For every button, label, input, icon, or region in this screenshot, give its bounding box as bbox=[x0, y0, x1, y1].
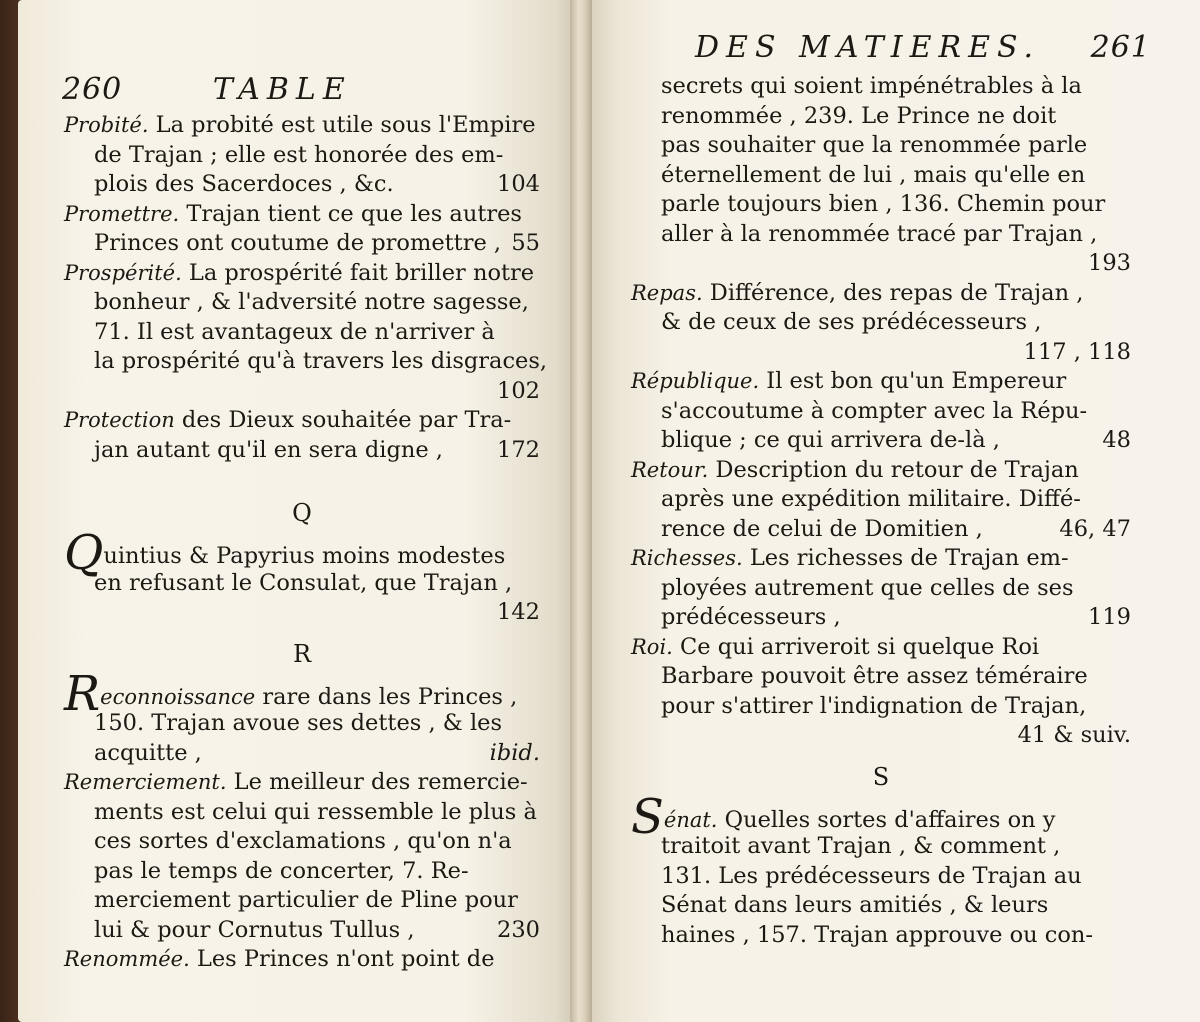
entry-text: rence de celui de Domitien , bbox=[661, 515, 983, 542]
entry-text: jan autant qu'il en sera digne , bbox=[94, 436, 443, 463]
entry-term: Protection bbox=[64, 408, 175, 432]
index-line bbox=[64, 665, 540, 722]
entry-text: ployées autrement que celles de ses bbox=[661, 574, 1074, 601]
entry-text: Le meilleur des remercie- bbox=[226, 769, 528, 795]
page-number: 260 bbox=[62, 72, 123, 107]
entry-text: Quelles sortes d'affaires on y bbox=[717, 806, 1056, 833]
entry-text: Différence, des repas de Trajan , bbox=[702, 279, 1084, 306]
page-ref: 119 bbox=[1088, 604, 1131, 630]
index-line bbox=[64, 827, 540, 857]
entry-text: bonheur , & l'adversité notre sagesse, bbox=[94, 289, 529, 315]
index-line bbox=[64, 229, 540, 259]
index-line bbox=[64, 318, 540, 348]
entry-text: pas le temps de concerter, 7. Re- bbox=[94, 857, 469, 884]
index-line bbox=[631, 891, 1131, 921]
index-line bbox=[631, 862, 1131, 892]
entry-text: pas souhaiter que la renommée parle bbox=[661, 132, 1088, 158]
index-line bbox=[64, 525, 540, 581]
left-page-text bbox=[64, 111, 548, 975]
index-line bbox=[64, 200, 540, 230]
entry-text: & de ceux de ses prédécesseurs , bbox=[661, 309, 1042, 335]
entry-term: Retour. bbox=[631, 457, 709, 482]
index-line bbox=[631, 633, 1131, 663]
index-line bbox=[631, 485, 1131, 515]
page-ref: 104 bbox=[497, 171, 540, 197]
entry-text: ments est celui qui ressemble le plus à bbox=[94, 798, 537, 825]
index-line bbox=[631, 72, 1131, 102]
running-head: TABLE bbox=[212, 72, 352, 107]
index-line bbox=[64, 170, 540, 200]
entry-text: La probité est utile sous l'Empire bbox=[148, 112, 536, 138]
index-line bbox=[631, 308, 1131, 338]
index-line bbox=[631, 161, 1131, 191]
page-ref: 230 bbox=[497, 916, 540, 943]
page-ref: 142 bbox=[497, 599, 540, 625]
entry-text: 150. Trajan avoue ses dettes , & les bbox=[94, 710, 503, 736]
entry-text: des Dieux souhaitée par Tra- bbox=[174, 407, 512, 433]
entry-text: haines , 157. Trajan approuve ou con- bbox=[661, 921, 1093, 948]
entry-text: la prospérité qu'à travers les disgraces, bbox=[94, 348, 548, 374]
section-letter: S bbox=[872, 762, 890, 791]
entry-text: La prospérité fait briller notre bbox=[181, 259, 535, 286]
entry-term: econnoissance bbox=[100, 684, 256, 709]
index-line bbox=[64, 945, 540, 975]
entry-text: s'accoutume à compter avec la Répu- bbox=[661, 397, 1088, 424]
entry-text: rare dans les Princes , bbox=[255, 683, 518, 710]
index-line bbox=[631, 338, 1131, 368]
entry-text: Ce qui arriveroit si quelque Roi bbox=[672, 633, 1040, 660]
index-line bbox=[631, 367, 1131, 397]
index-line bbox=[631, 131, 1131, 161]
entry-text: éternellement de lui , mais qu'elle en bbox=[661, 161, 1086, 188]
page-ref: 48 bbox=[1102, 427, 1131, 453]
index-line bbox=[64, 111, 540, 141]
index-line bbox=[64, 886, 540, 916]
index-line bbox=[64, 598, 540, 628]
page-ref: 172 bbox=[497, 436, 540, 463]
entry-text: Princes ont coutume de promettre , bbox=[94, 230, 502, 256]
index-line bbox=[64, 857, 540, 887]
entry-term: Remerciement. bbox=[64, 770, 227, 794]
index-line bbox=[631, 515, 1131, 545]
entry-text: plois des Sacerdoces , &c. bbox=[94, 171, 394, 197]
index-line bbox=[631, 456, 1131, 486]
index-line bbox=[631, 692, 1131, 722]
entry-term: Roi. bbox=[631, 634, 673, 659]
page-number: 261 bbox=[1090, 30, 1151, 65]
entry-text: pour s'attirer l'indignation de Trajan, bbox=[661, 692, 1087, 719]
entry-text: Les Princes n'ont point de bbox=[189, 946, 495, 972]
entry-text: Les richesses de Trajan em- bbox=[742, 545, 1069, 571]
index-line bbox=[631, 544, 1131, 574]
index-line bbox=[64, 916, 540, 946]
entry-text: 71. Il est avantageux de n'arriver à bbox=[94, 318, 495, 345]
entry-text: lui & pour Cornutus Tullus , bbox=[94, 916, 415, 943]
page-ref: 193 bbox=[1088, 250, 1131, 276]
index-line bbox=[631, 249, 1131, 279]
entry-text: prédécesseurs , bbox=[661, 604, 841, 630]
entry-text: blique ; ce qui arrivera de-là , bbox=[661, 427, 1000, 453]
entry-text: Description du retour de Trajan bbox=[708, 456, 1079, 483]
index-line bbox=[631, 603, 1131, 633]
entry-text: après une expédition militaire. Diffé- bbox=[661, 486, 1081, 512]
entry-text: ces sortes d'exclamations , qu'on n'a bbox=[94, 828, 512, 854]
entry-text: traitoit avant Trajan , & comment , bbox=[661, 833, 1061, 859]
index-line bbox=[64, 768, 540, 798]
index-line bbox=[64, 436, 540, 466]
entry-term: République. bbox=[631, 369, 760, 393]
index-line bbox=[64, 259, 540, 289]
entry-term: Renommée. bbox=[64, 947, 190, 971]
page-ref: 46, 47 bbox=[1059, 515, 1131, 542]
running-head: DES MATIERES. bbox=[695, 30, 1041, 65]
index-line bbox=[631, 220, 1131, 250]
drop-cap: Q bbox=[64, 525, 104, 581]
entry-text: Sénat dans leurs amitiés , & leurs bbox=[661, 892, 1049, 918]
page-ref: 55 bbox=[511, 230, 540, 256]
entry-text: aller à la renommée tracé par Trajan , bbox=[661, 220, 1098, 247]
entry-term: Promettre. bbox=[64, 201, 180, 226]
drop-cap: R bbox=[64, 665, 101, 722]
right-page bbox=[585, 0, 1200, 1022]
drop-cap: S bbox=[631, 788, 664, 845]
entry-text: Trajan tient ce que les autres bbox=[179, 200, 522, 227]
entry-term: Repas. bbox=[631, 280, 703, 305]
index-line bbox=[631, 721, 1131, 751]
index-line bbox=[64, 347, 548, 377]
book-gutter bbox=[570, 0, 592, 1022]
entry-term: Probité. bbox=[64, 113, 149, 137]
index-line bbox=[64, 798, 540, 828]
index-line bbox=[64, 406, 540, 436]
entry-text: parle toujours bien , 136. Chemin pour bbox=[661, 191, 1106, 217]
entry-text: renommée , 239. Le Prince ne doit bbox=[661, 102, 1057, 129]
entry-text: Barbare pouvoit être assez téméraire bbox=[661, 663, 1088, 689]
index-line bbox=[631, 788, 1131, 845]
index-line bbox=[64, 739, 540, 769]
index-line bbox=[631, 102, 1131, 132]
entry-text: de Trajan ; elle est honorée des em- bbox=[94, 141, 504, 168]
index-line bbox=[631, 279, 1131, 309]
page-ref: ibid. bbox=[489, 739, 540, 766]
index-line bbox=[64, 709, 540, 739]
page-ref: 102 bbox=[497, 377, 540, 404]
entry-text: en refusant le Consulat, que Trajan , bbox=[94, 569, 513, 596]
index-line bbox=[64, 141, 540, 171]
entry-term: Richesses. bbox=[631, 546, 743, 570]
index-line bbox=[631, 574, 1131, 604]
entry-term: Prospérité. bbox=[64, 260, 182, 285]
left-page-header bbox=[62, 72, 352, 107]
page-ref: 41 & suiv. bbox=[1017, 722, 1131, 748]
index-line bbox=[631, 832, 1131, 862]
section-letter: Q bbox=[292, 499, 312, 527]
index-line bbox=[631, 662, 1131, 692]
spacer bbox=[64, 465, 540, 487]
entry-term: énat. bbox=[663, 807, 718, 832]
entry-text: secrets qui soient impénétrables à la bbox=[661, 73, 1082, 99]
right-page-text bbox=[631, 72, 1131, 950]
index-line bbox=[64, 377, 540, 407]
page-ref: 117 , 118 bbox=[1023, 338, 1131, 365]
index-line bbox=[64, 288, 540, 318]
index-line bbox=[631, 426, 1131, 456]
index-line bbox=[631, 397, 1131, 427]
entry-text: uintius & Papyrius moins modestes bbox=[103, 543, 506, 569]
entry-text: 131. Les prédécesseurs de Trajan au bbox=[661, 862, 1082, 889]
entry-text: merciement particulier de Pline pour bbox=[94, 887, 518, 913]
left-page bbox=[18, 0, 578, 1022]
index-line bbox=[631, 921, 1131, 951]
section-letter: R bbox=[292, 639, 312, 668]
right-page-header bbox=[695, 30, 1151, 65]
entry-text: acquitte , bbox=[94, 739, 202, 766]
index-line bbox=[631, 190, 1131, 220]
entry-text: Il est bon qu'un Empereur bbox=[759, 368, 1067, 394]
index-line bbox=[64, 569, 540, 599]
